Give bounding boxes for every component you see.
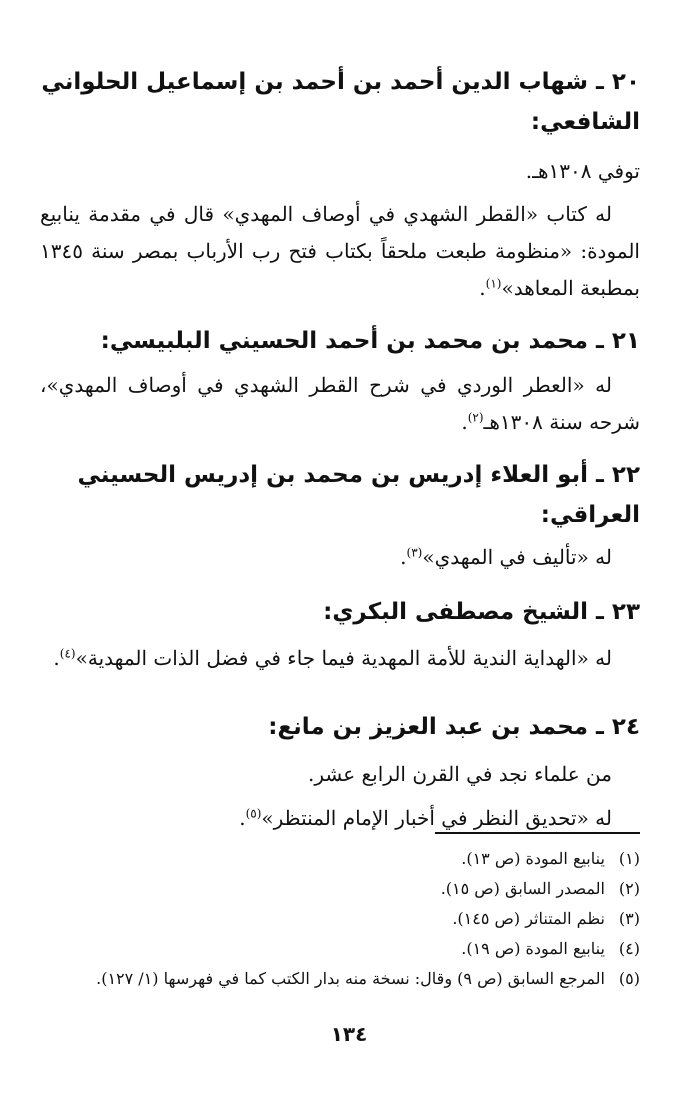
entry-paragraph (40, 367, 640, 441)
paragraph-tail: . (239, 806, 246, 830)
paragraph-text: توفي ١٣٠٨هـ. (525, 159, 640, 183)
entry-paragraph (40, 152, 640, 190)
entry-paragraph (40, 196, 640, 307)
footnote-item (40, 844, 640, 874)
footnote-item (40, 904, 640, 934)
paragraph-text: له «تحديق النظر في أخبار الإمام المنتظر» (261, 806, 612, 830)
footnote-marker: (٥) (245, 806, 262, 821)
footnote-marker: (٤) (59, 646, 76, 661)
paragraph-text: له «العطر الوردي في شرح القطر الشهدي في أوصاف المهدي»، شرحه سنة ١٣٠٨هـ (40, 373, 640, 434)
footnote-number: (٣) (618, 909, 640, 928)
page-number: ١٣٤ (330, 1022, 368, 1046)
entry-heading: ٢٢ ـ أبو العلاء إدريس بن محمد بن إدريس الحسيني العراقي: (77, 462, 640, 528)
footnote-divider (435, 832, 640, 834)
footnote-number: (٥) (618, 969, 640, 988)
footnote-text: نظم المتناثر (ص ١٤٥). (452, 909, 605, 928)
paragraph-text: له «الهداية الندية للأمة المهدية فيما جاء في فضل الذات المهدية» (75, 646, 612, 670)
entry-24 (40, 707, 640, 837)
paragraph-tail: . (400, 545, 407, 569)
footnotes (40, 832, 640, 994)
footnote-item (40, 934, 640, 964)
entry-heading: ٢٤ ـ محمد بن عبد العزيز بن مانع: (268, 714, 640, 740)
entry-22 (40, 455, 640, 576)
paragraph-tail: . (479, 276, 486, 300)
footnote-text: المصدر السابق (ص ١٥). (440, 879, 605, 898)
paragraph-text: له كتاب «القطر الشهدي في أوصاف المهدي» قال في مقدمة ينابيع المودة: «منظومة طبعت ملحقاً بكتاب فتح رب الأرباب بمصر سنة ١٣٤٥ بمطبعة المعاهد» (40, 202, 640, 300)
paragraph-tail: . (53, 646, 60, 670)
footnote-text: المرجع السابق (ص ٩) وقال: نسخة منه بدار الكتب كما في فهرسها (١/ ١٢٧). (96, 969, 605, 988)
paragraph-tail: . (461, 410, 468, 434)
entry-paragraph (40, 640, 640, 677)
footnote-number: (٢) (618, 879, 640, 898)
entry-heading: ٢٣ ـ الشيخ مصطفى البكري: (323, 599, 640, 625)
entry-heading: ٢٠ ـ شهاب الدين أحمد بن أحمد بن إسماعيل الحلواني الشافعي: (41, 69, 640, 135)
entry-heading: ٢١ ـ محمد بن محمد بن أحمد الحسيني البلبيسي: (100, 328, 640, 354)
footnote-number: (٤) (618, 939, 640, 958)
footnote-marker: (١) (485, 276, 502, 291)
footnote-marker: (٣) (406, 545, 423, 560)
footnote-marker: (٢) (467, 410, 484, 425)
footnote-text: ينابيع المودة (ص ١٣). (461, 849, 605, 868)
book-page-body (40, 62, 640, 837)
entry-23 (40, 592, 640, 677)
footnote-item (40, 874, 640, 904)
footnote-number: (١) (618, 849, 640, 868)
entry-paragraph (40, 755, 640, 793)
paragraph-text: من علماء نجد في القرن الرابع عشر. (307, 762, 612, 786)
paragraph-text: له «تأليف في المهدي» (422, 545, 612, 569)
entry-21 (40, 321, 640, 441)
footnote-item (40, 964, 640, 994)
entry-20 (40, 62, 640, 307)
footnote-text: ينابيع المودة (ص ١٩). (461, 939, 605, 958)
entry-paragraph (40, 539, 640, 576)
